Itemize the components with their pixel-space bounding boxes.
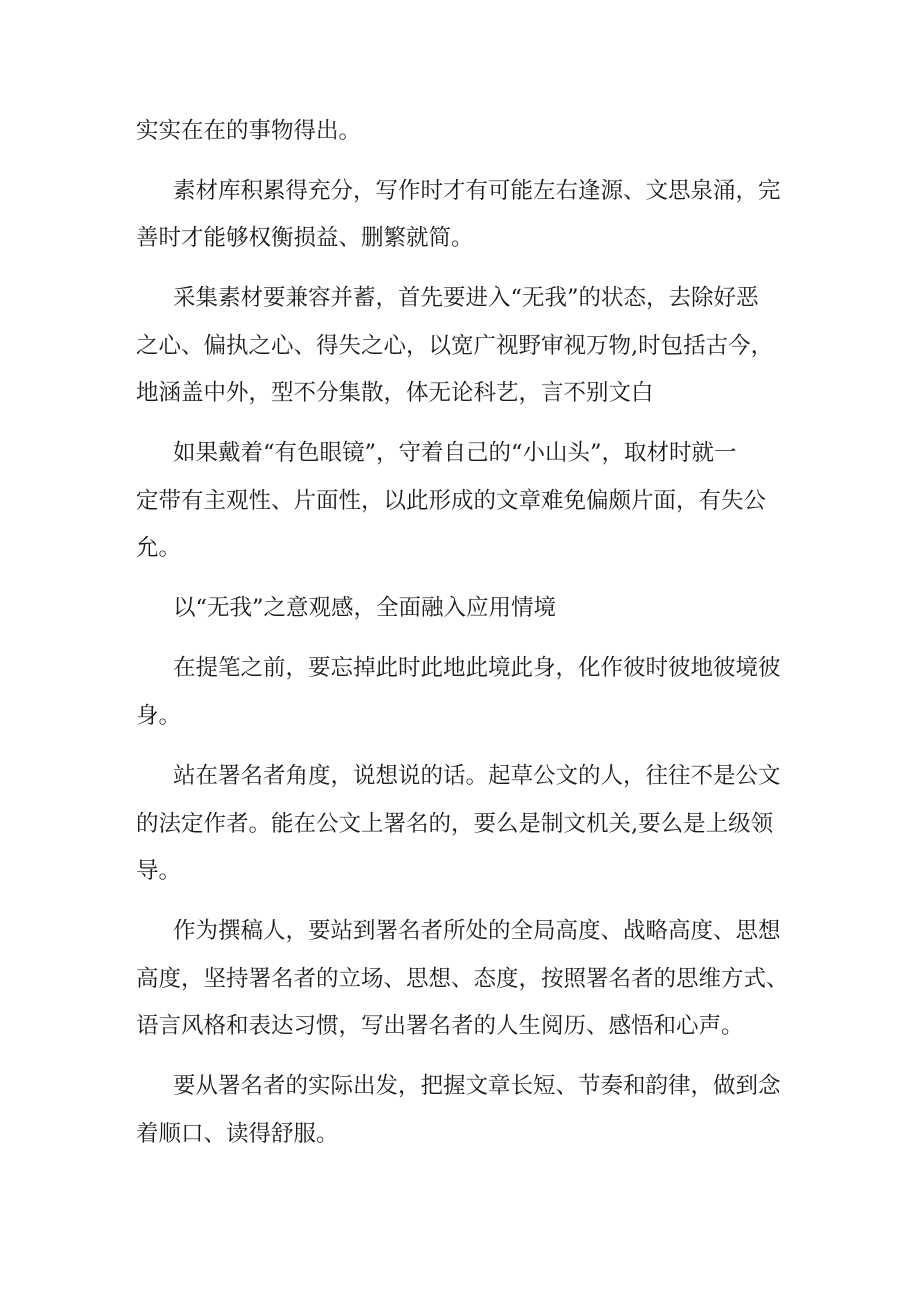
text-line: 导。 [136, 858, 182, 884]
text-line: 如果戴着“有色眼镜”，守着自己的“小山头”，取材时就一 [173, 440, 737, 466]
text-line: 善时才能够权衡损益、删繁就简。 [136, 225, 474, 251]
text-line: 在提笔之前，要忘掉此时此地此境此身，化作彼时彼地彼境彼 [173, 655, 781, 681]
text-line: 要从署名者的实际出发，把握文章长短、节奏和韵律，做到念 [173, 1073, 781, 1099]
text-line: 定带有主观性、片面性，以此形成的文章难免偏颇片面，有失公 [136, 488, 767, 514]
text-line: 高度，坚持署名者的立场、思想、态度，按照署名者的思维方式、 [136, 966, 789, 992]
text-line: 采集素材要兼容并蓄，首先要进入“无我”的状态，去除好恶 [173, 285, 759, 311]
text-line: 地涵盖中外，型不分集散，体无论科艺，言不别文白 [136, 380, 654, 406]
text-line: 之心、偏执之心、得失之心，以宽广视野审视万物,时包括古今， [136, 333, 774, 359]
text-line: 站在署名者角度，说想说的话。起草公文的人，往往不是公文 [173, 763, 781, 789]
text-line: 着顺口、读得舒服。 [136, 1121, 339, 1147]
text-line: 作为撰稿人，要站到署名者所处的全局高度、战略高度、思想 [173, 918, 781, 944]
section-heading: 以“无我”之意观感，全面融入应用情境 [173, 595, 557, 621]
text-line: 的法定作者。能在公文上署名的，要么是制文机关,要么是上级领 [136, 811, 774, 837]
text-line: 素材库积累得充分，写作时才有可能左右逢源、文思泉涌，完 [173, 178, 781, 204]
text-line: 实实在在的事物得出。 [136, 118, 362, 144]
text-line: 身。 [136, 703, 182, 729]
text-line: 语言风格和表达习惯，写出署名者的人生阅历、感悟和心声。 [136, 1013, 744, 1039]
text-line: 允。 [136, 535, 182, 561]
